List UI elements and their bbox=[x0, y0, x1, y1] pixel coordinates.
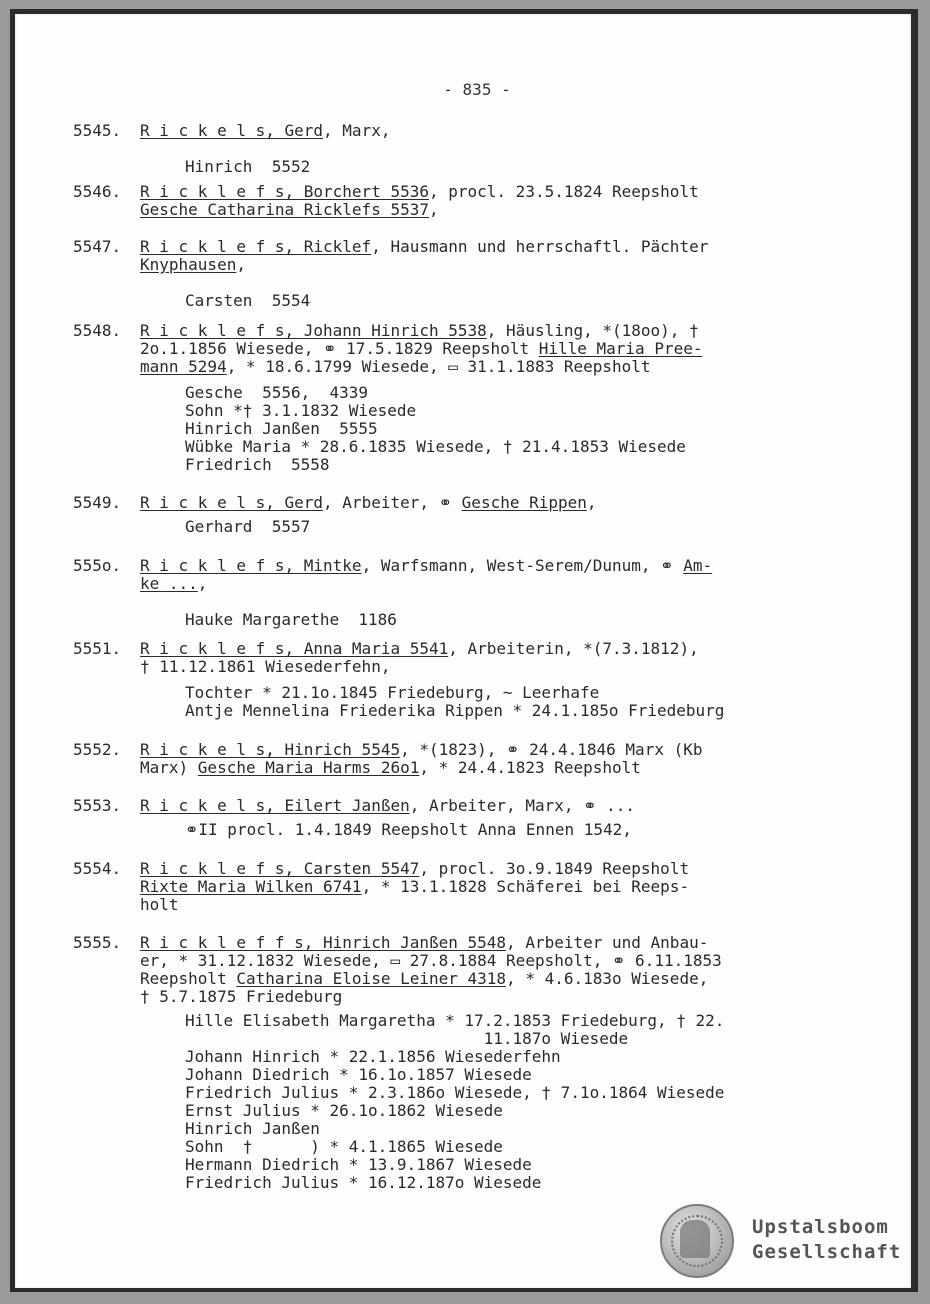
entry-body bbox=[140, 494, 820, 536]
entry-text: , * 18.6.1799 Wiesede, ▭ 31.1.1883 Reepsholt bbox=[226, 357, 651, 376]
child-line: Hinrich 5552 bbox=[185, 157, 311, 176]
entry-number: 5547. bbox=[73, 237, 122, 256]
entry-text: , procl. 3o.9.1849 Reepsholt bbox=[419, 859, 690, 878]
underlined-name: R i c k l e f s, Anna Maria 5541 bbox=[140, 639, 449, 658]
entry-line bbox=[140, 201, 820, 219]
children-list bbox=[185, 821, 820, 839]
child-line: Ernst Julius * 26.1o.1862 Wiesede bbox=[185, 1101, 503, 1120]
underlined-name: R i c k e l s, Gerd bbox=[140, 493, 324, 512]
entry-text: , *(1823), ⚭ 24.4.1846 Marx (Kb bbox=[400, 740, 703, 759]
child-line: Sohn *† 3.1.1832 Wiesede bbox=[185, 401, 417, 420]
entry-line bbox=[140, 741, 820, 759]
entry-number: 5554. bbox=[73, 859, 122, 878]
children-list bbox=[185, 684, 820, 720]
brand-line-1: Upstalsboom bbox=[752, 1216, 889, 1238]
seal-figure bbox=[680, 1220, 710, 1258]
entry-text: † 11.12.1861 Wiesederfehn, bbox=[140, 657, 391, 676]
underlined-name: R i c k e l s, Gerd bbox=[140, 121, 324, 140]
entry-text: , Häusling, *(18oo), † bbox=[486, 321, 699, 340]
child-line: 11.187o Wiesede bbox=[185, 1029, 629, 1048]
child-line: Hermann Diedrich * 13.9.1867 Wiesede bbox=[185, 1155, 532, 1174]
child-line: ⚭II procl. 1.4.1849 Reepsholt Anna Ennen 1542, bbox=[185, 820, 632, 839]
child-line: Friedrich Julius * 16.12.187o Wiesede bbox=[185, 1173, 542, 1192]
child-line: Johann Hinrich * 22.1.1856 Wiesederfehn bbox=[185, 1047, 561, 1066]
entry-body bbox=[140, 183, 820, 219]
entry-line bbox=[140, 896, 820, 914]
underlined-name: R i c k e l s, Eilert Janßen bbox=[140, 796, 410, 815]
entry-line bbox=[140, 934, 820, 952]
underlined-name: ke ... bbox=[140, 574, 198, 593]
entry-line bbox=[140, 640, 820, 658]
entry-text: , Arbeiter, ⚭ bbox=[323, 493, 462, 512]
underlined-name: mann 5294 bbox=[140, 357, 227, 376]
entry-body bbox=[140, 557, 820, 629]
entry-text: , Hausmann und herrschaftl. Pächter bbox=[371, 237, 709, 256]
entry-text: , * 4.6.183o Wiesede, bbox=[506, 969, 709, 988]
underlined-name: Am- bbox=[683, 556, 713, 575]
child-line: Friedrich 5558 bbox=[185, 455, 330, 474]
entry-text: , bbox=[428, 200, 439, 219]
underlined-name: Hille Maria Pree- bbox=[538, 339, 703, 358]
entry-number: 555o. bbox=[73, 556, 122, 575]
entry-line bbox=[140, 797, 820, 815]
underlined-name: Gesche Rippen bbox=[461, 493, 587, 512]
entry-text: Reepsholt bbox=[140, 969, 237, 988]
entry-line bbox=[140, 494, 820, 512]
entry-line bbox=[140, 256, 820, 274]
underlined-name: R i c k l e f s, Carsten 5547 bbox=[140, 859, 420, 878]
entry-text: , Arbeiterin, *(7.3.1812), bbox=[448, 639, 699, 658]
entry-text: , Arbeiter und Anbau- bbox=[506, 933, 709, 952]
entry-number: 5555. bbox=[73, 933, 122, 952]
entry-text: , bbox=[586, 493, 597, 512]
entry-text: , Arbeiter, Marx, ⚭ ... bbox=[409, 796, 636, 815]
entry-line bbox=[140, 759, 820, 777]
entry-text: , procl. 23.5.1824 Reepsholt bbox=[428, 182, 699, 201]
entry-body bbox=[140, 860, 820, 914]
entry-number: 5552. bbox=[73, 740, 122, 759]
underlined-name: Gesche Maria Harms 26o1 bbox=[197, 758, 420, 777]
underlined-name: Rixte Maria Wilken 6741 bbox=[140, 877, 362, 896]
page-number: - 835 - bbox=[443, 80, 511, 99]
entry-line bbox=[140, 988, 820, 1006]
child-line: Johann Diedrich * 16.1o.1857 Wiesede bbox=[185, 1065, 532, 1084]
underlined-name: R i c k l e f f s, Hinrich Janßen 5548 bbox=[140, 933, 507, 952]
underlined-name: Gesche Catharina Ricklefs 5537 bbox=[140, 200, 429, 219]
underlined-name: R i c k e l s, Hinrich 5545 bbox=[140, 740, 401, 759]
entry-line bbox=[140, 878, 820, 896]
entry-text: , bbox=[236, 255, 246, 274]
children-list bbox=[185, 611, 820, 629]
child-line: Hinrich Janßen 5555 bbox=[185, 419, 378, 438]
underlined-name: R i c k l e f s, Mintke bbox=[140, 556, 362, 575]
child-line: Gerhard 5557 bbox=[185, 517, 311, 536]
entry-body bbox=[140, 797, 820, 839]
entry-text: , * 13.1.1828 Schäferei bei Reeps- bbox=[361, 877, 690, 896]
children-list bbox=[185, 518, 820, 536]
entry-text: , Warfsmann, West-Serem/Dunum, ⚭ bbox=[361, 556, 684, 575]
entry-body bbox=[140, 934, 820, 1192]
children-list bbox=[185, 384, 820, 474]
child-line: Wübke Maria * 28.6.1835 Wiesede, † 21.4.1853 Wiesede bbox=[185, 437, 686, 456]
child-line: Hille Elisabeth Margaretha * 17.2.1853 Friedeburg, † 22. bbox=[185, 1011, 725, 1030]
entry-text: , Marx, bbox=[323, 121, 391, 140]
child-line: Tochter * 21.1o.1845 Friedeburg, ~ Leerhafe bbox=[185, 683, 600, 702]
entry-text: Marx) bbox=[140, 758, 198, 777]
entry-body bbox=[140, 640, 820, 720]
entry-body bbox=[140, 238, 820, 310]
child-line: Carsten 5554 bbox=[185, 291, 311, 310]
child-line: Antje Mennelina Friederika Rippen * 24.1.185o Friedeburg bbox=[185, 701, 725, 720]
entry-line bbox=[140, 557, 820, 575]
underlined-name: R i c k l e f s, Ricklef bbox=[140, 237, 372, 256]
brand-logo-text bbox=[752, 1215, 901, 1265]
entry-number: 5545. bbox=[73, 121, 122, 140]
child-line: Friedrich Julius * 2.3.186o Wiesede, † 7.1o.1864 Wiesede bbox=[185, 1083, 725, 1102]
entry-line bbox=[140, 952, 820, 970]
entry-number: 5548. bbox=[73, 321, 122, 340]
children-list bbox=[185, 1012, 820, 1192]
entry-text: holt bbox=[140, 895, 179, 914]
entry-body bbox=[140, 122, 820, 176]
society-seal-icon bbox=[660, 1204, 734, 1278]
entry-line bbox=[140, 183, 820, 201]
entry-number: 5546. bbox=[73, 182, 122, 201]
entry-number: 5551. bbox=[73, 639, 122, 658]
entry-line bbox=[140, 860, 820, 878]
entry-body bbox=[140, 322, 820, 474]
entry-line bbox=[140, 970, 820, 988]
entry-body bbox=[140, 741, 820, 777]
entry-line bbox=[140, 322, 820, 340]
underlined-name: Catharina Eloise Leiner 4318 bbox=[236, 969, 507, 988]
entry-line bbox=[140, 238, 820, 256]
entry-number: 5549. bbox=[73, 493, 122, 512]
entry-text: † 5.7.1875 Friedeburg bbox=[140, 987, 343, 1006]
child-line: Gesche 5556, 4339 bbox=[185, 383, 369, 402]
children-list bbox=[185, 292, 820, 310]
entry-text: , * 24.4.1823 Reepsholt bbox=[419, 758, 641, 777]
brand-line-2: Gesellschaft bbox=[752, 1241, 902, 1263]
entry-line bbox=[140, 358, 820, 376]
entry-text: er, * 31.12.1832 Wiesede, ▭ 27.8.1884 Reepsholt, ⚭ 6.11.1853 bbox=[140, 951, 722, 970]
entry-line bbox=[140, 122, 820, 140]
child-line: Hinrich Janßen bbox=[185, 1119, 320, 1138]
entry-number: 5553. bbox=[73, 796, 122, 815]
entry-line bbox=[140, 575, 820, 593]
underlined-name: R i c k l e f s, Borchert 5536 bbox=[140, 182, 429, 201]
children-list bbox=[185, 158, 820, 176]
entry-line bbox=[140, 340, 820, 358]
underlined-name: Knyphausen bbox=[140, 255, 237, 274]
underlined-name: R i c k l e f s, Johann Hinrich 5538 bbox=[140, 321, 487, 340]
child-line: Hauke Margarethe 1186 bbox=[185, 610, 397, 629]
child-line: Sohn † ) * 4.1.1865 Wiesede bbox=[185, 1137, 503, 1156]
entry-text: , bbox=[197, 574, 208, 593]
entry-line bbox=[140, 658, 820, 676]
entry-text: 2o.1.1856 Wiesede, ⚭ 17.5.1829 Reepsholt bbox=[140, 339, 539, 358]
